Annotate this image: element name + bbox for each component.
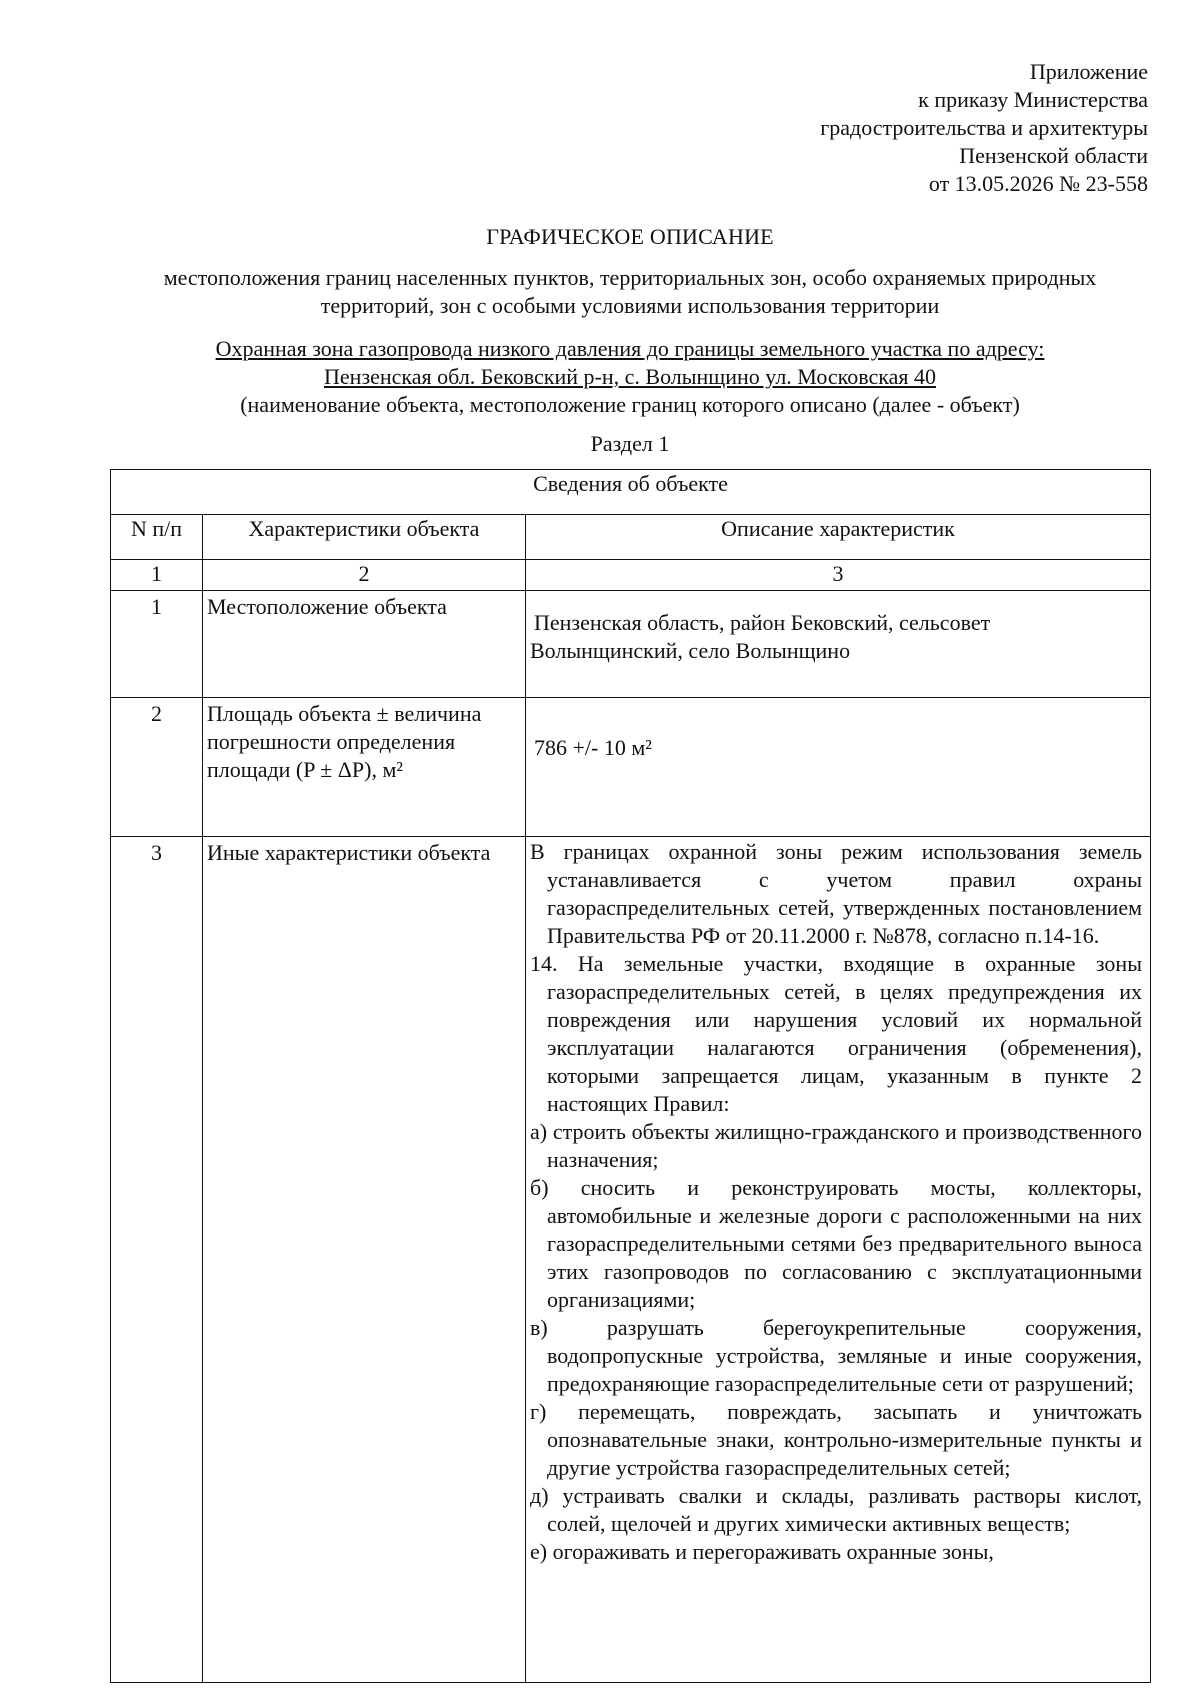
paragraph-intro: В границах охранной зоны режим использования земель устанавливается с учетом правил охраны газораспределительных сетей, утвержденных постановлением Правительства РФ от 20.11.2000 г. №878, согласно п.14-16. xyxy=(530,839,1142,948)
table-row xyxy=(111,698,1151,837)
area-value: 786 +/- 10 м² xyxy=(526,698,1151,837)
object-address-line: Пензенская обл. Бековский р-н, с. Волынщино ул. Московская 40 xyxy=(324,364,936,389)
paragraph-item-v: в) разрушать берегоукрепительные сооружения, водопропускные устройства, земляные и иные сооружения, предохраняющие газораспределительные сети от разрушений; xyxy=(530,1315,1142,1396)
subtitle-line: территорий, зон с особыми условиями использования территории xyxy=(320,293,940,318)
paragraph-item-d: д) устраивать свалки и склады, разливать растворы кислот, солей, щелочей и других химически активных веществ; xyxy=(530,1483,1142,1536)
object-caption: (наименование объекта, местоположение границ которого описано (далее - объект) xyxy=(240,392,1020,417)
column-header-characteristics: Характеристики объекта xyxy=(203,515,526,560)
document-subtitle xyxy=(110,264,1150,320)
characteristic-line: Площадь объекта ± величина xyxy=(207,701,482,726)
row-characteristic: Иные характеристики объекта xyxy=(203,837,526,1683)
appendix-line: градостроительства и архитектуры xyxy=(820,115,1148,140)
subtitle-line: местоположения границ населенных пунктов, территориальных зон, особо охраняемых природных xyxy=(163,265,1097,290)
object-name xyxy=(110,335,1150,391)
document-title: ГРАФИЧЕСКОЕ ОПИСАНИЕ xyxy=(486,224,774,249)
paragraph-item-b: б) сносить и реконструировать мосты, коллекторы, автомобильные и железные дороги с расположенными на них газораспределительными сетями без предварительного выноса этих газопроводов по согласованию с эксплуатационными организациями; xyxy=(530,1175,1142,1312)
row-number: 2 xyxy=(111,698,203,837)
column-number: 1 xyxy=(111,560,203,591)
row-characteristic xyxy=(203,698,526,837)
appendix-line: к приказу Министерства xyxy=(918,87,1148,112)
paragraph-item-e: е) огораживать и перегораживать охранные зоны, xyxy=(530,1539,994,1564)
restrictions-description xyxy=(526,837,1151,1683)
row-number: 1 xyxy=(111,591,203,698)
appendix-order-date: от 13.05.2026 № 23-558 xyxy=(928,171,1148,196)
paragraph-14: 14. На земельные участки, входящие в охранные зоны газораспределительных сетей, в целях предупреждения их повреждения или нарушения условий их нормальной эксплуатации налагаются ограничения (обременения), которыми запрещается лицам, указанным в пункте 2 настоящих Правил: xyxy=(530,951,1142,1116)
column-header-number: N п/п xyxy=(111,515,203,560)
column-number: 3 xyxy=(526,560,1151,591)
appendix-line: Приложение xyxy=(1029,59,1148,84)
row-number: 3 xyxy=(111,837,203,1683)
section-label: Раздел 1 xyxy=(590,431,670,456)
row-characteristic: Местоположение объекта xyxy=(203,591,526,698)
paragraph-item-a: а) строить объекты жилищно-гражданского и производственного назначения; xyxy=(530,1119,1142,1172)
appendix-block xyxy=(820,58,1148,198)
characteristic-line: площади (P ± ΔP), м² xyxy=(207,757,403,782)
row-value xyxy=(526,591,1151,698)
location-line: Волынщинский, село Волынщино xyxy=(530,638,851,663)
location-line: Пензенская область, район Бековский, сельсовет xyxy=(534,610,991,635)
appendix-line: Пензенской области xyxy=(959,143,1148,168)
table-row xyxy=(111,591,1151,698)
table-row xyxy=(111,837,1151,1683)
object-name-line: Охранная зона газопровода низкого давления до границы земельного участка по адресу: xyxy=(215,336,1045,361)
column-number: 2 xyxy=(203,560,526,591)
table-caption: Сведения об объекте xyxy=(111,470,1151,515)
paragraph-item-g: г) перемещать, повреждать, засыпать и уничтожать опознавательные знаки, контрольно-измерительные пункты и другие устройства газораспределительных сетей; xyxy=(530,1399,1142,1480)
object-info-table xyxy=(110,469,1151,1683)
column-header-description: Описание характеристик xyxy=(526,515,1151,560)
characteristic-line: погрешности определения xyxy=(207,729,456,754)
